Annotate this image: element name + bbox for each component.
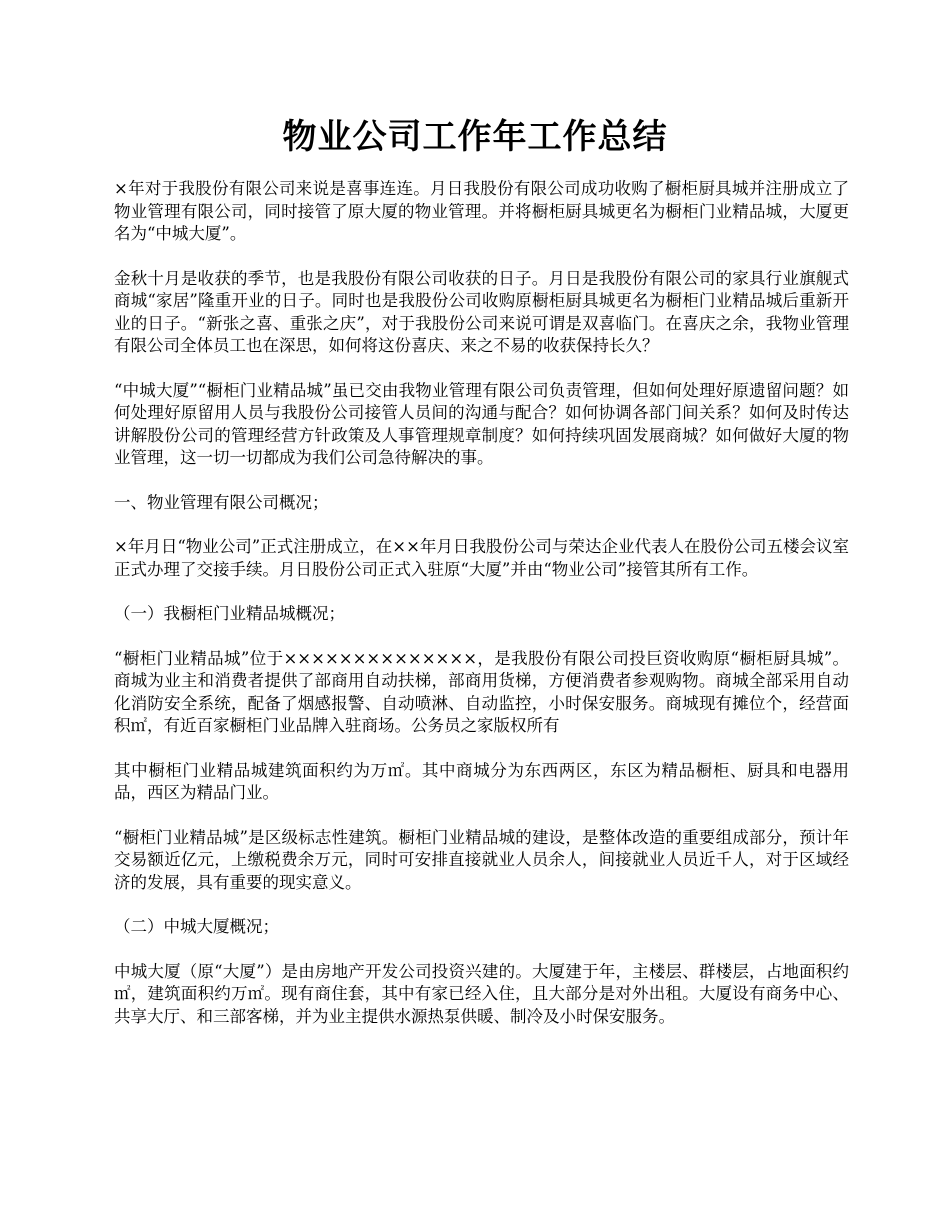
document-title: 物业公司工作年工作总结 [282, 117, 668, 157]
paragraph-management-questions: “中城大厦”“橱柜门业精品城”虽已交由我物业管理有限公司负责管理，但如何处理好原遗留问题？如何处理好原留用人员与我股份公司接管人员间的沟通与配合？如何协调各部门间关系？如何及时传达讲解股份公司的管理经营方针政策及人事管理规章制度？如何持续巩固发展商城？如何做好大厦的物业管理，这一切一切都成为我们公司急待解决的事。 [114, 380, 849, 467]
paragraph-mall-area: 其中橱柜门业精品城建筑面积约为万㎡。其中商城分为东西两区，东区为精品橱柜、厨具和电器用品，西区为精品门业。 [114, 760, 849, 802]
paragraph-intro: ×年对于我股份有限公司来说是喜事连连。月日我股份有限公司成功收购了橱柜厨具城并注册成立了物业管理有限公司，同时接管了原大厦的物业管理。并将橱柜厨具城更名为橱柜门业精品城，大厦更名为“中城大厦”。 [114, 179, 849, 243]
subsection-heading-mall-overview: （一）我橱柜门业精品城概况； [114, 604, 345, 623]
section-heading-company-overview: 一、物业管理有限公司概况； [114, 492, 329, 512]
paragraph-autumn-harvest: 金秋十月是收获的季节，也是我股份有限公司收获的日子。月日是我股份有限公司的家具行业旗舰式商城“家居”隆重开业的日子。同时也是我股份公司收购原橱柜厨具城更名为橱柜门业精品城后重新开业的日子。“新张之喜、重张之庆”，对于我股份公司来说可谓是双喜临门。在喜庆之余，我物业管理有限公司全体员工也在深思，如何将这份喜庆、来之不易的收获保持长久？ [114, 268, 849, 355]
paragraph-mall-significance: “橱柜门业精品城”是区级标志性建筑。橱柜门业精品城的建设，是整体改造的重要组成部分，预计年交易额近亿元，上缴税费余万元，同时可安排直接就业人员余人，间接就业人员近千人，对于区域经济的发展，具有重要的现实意义。 [114, 827, 849, 892]
subsection-heading-tower-overview: （二）中城大厦概况； [114, 917, 279, 936]
paragraph-company-registration: ×年月日“物业公司”正式注册成立，在××年月日我股份公司与荣达企业代表人在股份公司五楼会议室正式办理了交接手续。月日股份公司正式入驻原“大厦”并由“物业公司”接管其所有工作。 [114, 537, 849, 579]
paragraph-mall-description: “橱柜门业精品城”位于××××××××××××××，是我股份有限公司投巨资收购原“橱柜厨具城”。商城为业主和消费者提供了部商用自动扶梯，部商用货梯，方便消费者参观购物。商城全部采用自动化消防安全系统，配备了烟感报警、自动喷淋、自动监控，小时保安服务。商城现有摊位个，经营面积㎡，有近百家橱柜门业品牌入驻商场。公务员之家版权所有 [114, 648, 849, 735]
document-body [114, 178, 849, 1050]
paragraph-tower-description: 中城大厦（原“大厦”）是由房地产开发公司投资兴建的。大厦建于年，主楼层、群楼层，占地面积约㎡，建筑面积约万㎡。现有商住套，其中有家已经入住，且大部分是对外出租。大厦设有商务中心、共享大厅、和三部客梯，并为业主提供水源热泵供暖、制冷及小时保安服务。 [114, 961, 849, 1026]
